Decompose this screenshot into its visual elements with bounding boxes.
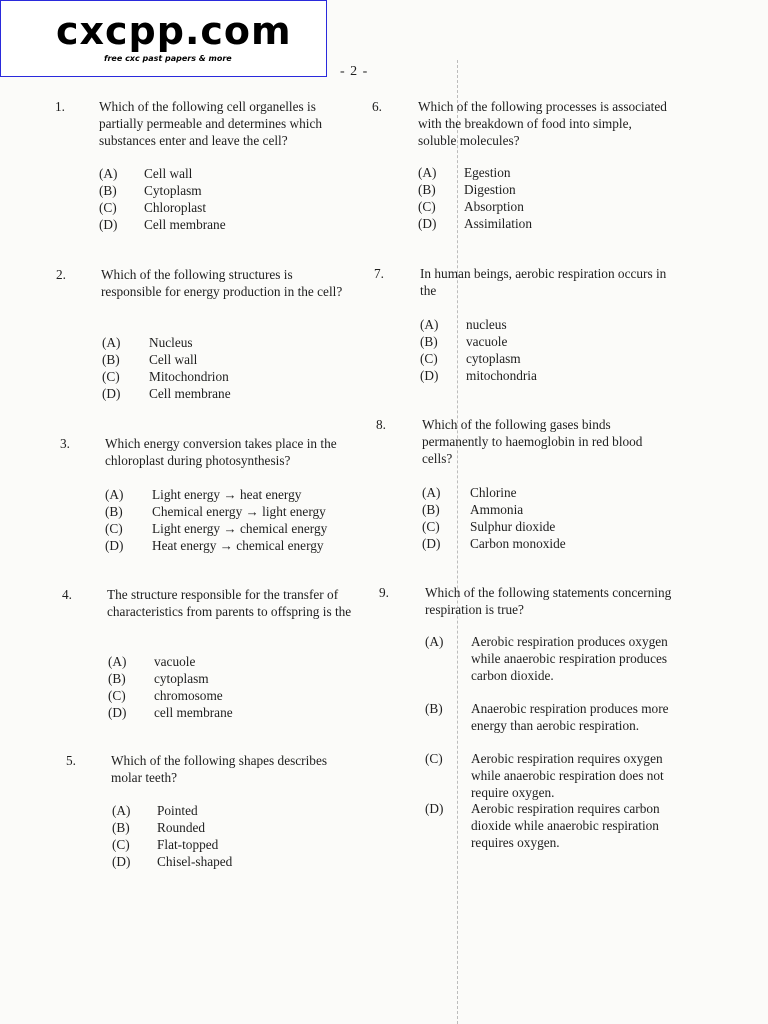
option-list xyxy=(99,165,359,233)
option-letter: (D) xyxy=(422,536,441,551)
option-letter: (C) xyxy=(105,521,123,536)
option-c xyxy=(99,199,359,216)
question-stem: Which of the following structures is responsible for energy production in the cell? xyxy=(101,267,343,299)
option-letter: (D) xyxy=(99,217,118,232)
option-letter: (C) xyxy=(99,200,117,215)
option-letter: (C) xyxy=(422,519,440,534)
option-letter: (A) xyxy=(108,654,127,669)
question-stem: Which of the following gases binds permanently to haemoglobin in red blood cells? xyxy=(422,417,643,466)
option-text: Cytoplasm xyxy=(144,183,202,198)
option-text: Light energy → heat energy xyxy=(152,487,302,502)
option-letter: (B) xyxy=(425,701,443,716)
option-letter: (A) xyxy=(418,165,437,180)
question-number: 8. xyxy=(376,417,386,432)
option-d xyxy=(418,215,658,232)
option-letter: (D) xyxy=(108,705,127,720)
option-letter: (D) xyxy=(420,368,439,383)
option-b xyxy=(418,181,658,198)
option-letter: (A) xyxy=(425,634,444,649)
option-list xyxy=(422,484,662,552)
option-text: Heat energy → chemical energy xyxy=(152,538,324,553)
option-letter: (B) xyxy=(108,671,126,686)
option-letter: (C) xyxy=(112,837,130,852)
option-text: Aerobic respiration requires carbon dioxide while anaerobic respiration requires oxygen. xyxy=(471,801,660,850)
option-text: Rounded xyxy=(157,820,206,835)
option-letter: (C) xyxy=(102,369,120,384)
option-text: cell membrane xyxy=(154,705,233,720)
option-list xyxy=(102,334,362,402)
question-number: 1. xyxy=(55,99,65,114)
option-d xyxy=(420,367,660,384)
question-number: 2. xyxy=(56,267,66,282)
option-c xyxy=(418,198,658,215)
option-d xyxy=(112,853,372,870)
option-text: Aerobic respiration produces oxygen while anaerobic respiration produces carbon dioxide. xyxy=(471,634,668,683)
option-text: Digestion xyxy=(464,182,516,197)
question-number: 4. xyxy=(62,587,72,602)
option-a xyxy=(105,486,375,503)
option-text: cytoplasm xyxy=(154,671,209,686)
option-letter: (C) xyxy=(108,688,126,703)
option-text: Aerobic respiration requires oxygen while anaerobic respiration does not require oxygen. xyxy=(471,751,664,800)
option-text: Carbon monoxide xyxy=(470,536,566,551)
option-a xyxy=(99,165,359,182)
option-a xyxy=(422,484,662,501)
option-d xyxy=(108,704,368,721)
question-stem: Which energy conversion takes place in the chloroplast during photosynthesis? xyxy=(105,436,337,468)
site-logo: cxcpp.com xyxy=(56,9,292,53)
option-b xyxy=(425,700,681,750)
option-d xyxy=(99,216,359,233)
option-letter: (C) xyxy=(425,751,443,766)
option-c xyxy=(422,518,662,535)
option-b xyxy=(105,503,375,520)
site-logo-box xyxy=(0,0,327,77)
option-text: mitochondria xyxy=(466,368,537,383)
option-text: Pointed xyxy=(157,803,198,818)
option-list xyxy=(420,316,660,384)
option-text: Cell membrane xyxy=(144,217,226,232)
option-b xyxy=(420,333,660,350)
option-letter: (D) xyxy=(425,801,444,816)
site-tagline: free cxc past papers & more xyxy=(104,54,232,63)
option-b xyxy=(108,670,368,687)
question-stem: Which of the following shapes describes molar teeth? xyxy=(111,753,328,785)
option-a xyxy=(102,334,362,351)
option-a xyxy=(420,316,660,333)
option-letter: (A) xyxy=(420,317,439,332)
option-letter: (D) xyxy=(418,216,437,231)
option-text: cytoplasm xyxy=(466,351,521,366)
option-letter: (B) xyxy=(112,820,130,835)
option-d xyxy=(422,535,662,552)
page-number: - 2 - xyxy=(340,64,369,79)
option-d xyxy=(105,537,375,554)
option-c xyxy=(102,368,362,385)
question-number: 5. xyxy=(66,753,76,768)
question-stem: Which of the following statements concerning respiration is true? xyxy=(425,585,672,617)
question-stem: The structure responsible for the transfer of characteristics from parents to offspring is the xyxy=(107,587,352,619)
option-text: Nucleus xyxy=(149,335,193,350)
option-b xyxy=(112,819,372,836)
question-number: 9. xyxy=(379,585,389,600)
option-letter: (A) xyxy=(102,335,121,350)
option-text: vacuole xyxy=(466,334,508,349)
option-c xyxy=(420,350,660,367)
option-letter: (B) xyxy=(102,352,120,367)
option-letter: (B) xyxy=(99,183,117,198)
option-c xyxy=(105,520,375,537)
option-letter: (C) xyxy=(418,199,436,214)
option-letter: (A) xyxy=(99,166,118,181)
option-b xyxy=(99,182,359,199)
option-c xyxy=(108,687,368,704)
option-text: Sulphur dioxide xyxy=(470,519,556,534)
question-stem: Which of the following processes is associated with the breakdown of food into simple, soluble molecules? xyxy=(418,99,667,148)
option-text: vacuole xyxy=(154,654,196,669)
option-text: nucleus xyxy=(466,317,507,332)
option-b xyxy=(102,351,362,368)
option-letter: (A) xyxy=(105,487,124,502)
option-letter: (D) xyxy=(105,538,124,553)
option-a xyxy=(108,653,368,670)
option-text: Anaerobic respiration produces more energy than aerobic respiration. xyxy=(471,701,669,733)
option-text: chromosome xyxy=(154,688,223,703)
option-list xyxy=(105,486,375,554)
question-stem: In human beings, aerobic respiration occurs in the xyxy=(420,266,667,298)
option-letter: (B) xyxy=(422,502,440,517)
option-text: Light energy → chemical energy xyxy=(152,521,328,536)
option-text: Chlorine xyxy=(470,485,517,500)
option-list xyxy=(425,633,681,851)
option-text: Chemical energy → light energy xyxy=(152,504,326,519)
option-a xyxy=(418,164,658,181)
option-letter: (A) xyxy=(112,803,131,818)
question-number: 3. xyxy=(60,436,70,451)
option-text: Chisel-shaped xyxy=(157,854,233,869)
option-text: Ammonia xyxy=(470,502,524,517)
option-text: Assimilation xyxy=(464,216,532,231)
option-letter: (B) xyxy=(420,334,438,349)
option-text: Chloroplast xyxy=(144,200,207,215)
option-text: Cell wall xyxy=(149,352,198,367)
option-letter: (A) xyxy=(422,485,441,500)
option-letter: (B) xyxy=(105,504,123,519)
option-d xyxy=(425,800,681,851)
question-stem: Which of the following cell organelles is partially permeable and determines which substances enter and leave the cell? xyxy=(99,99,323,148)
option-list xyxy=(112,802,372,870)
option-letter: (B) xyxy=(418,182,436,197)
option-text: Egestion xyxy=(464,165,511,180)
option-text: Mitochondrion xyxy=(149,369,229,384)
option-b xyxy=(422,501,662,518)
option-text: Absorption xyxy=(464,199,524,214)
option-c xyxy=(425,750,681,800)
option-list xyxy=(108,653,368,721)
option-a xyxy=(425,633,681,700)
option-text: Cell wall xyxy=(144,166,193,181)
option-text: Cell membrane xyxy=(149,386,231,401)
option-letter: (C) xyxy=(420,351,438,366)
option-c xyxy=(112,836,372,853)
option-letter: (D) xyxy=(102,386,121,401)
option-list xyxy=(418,164,658,232)
option-text: Flat-topped xyxy=(157,837,219,852)
option-a xyxy=(112,802,372,819)
option-letter: (D) xyxy=(112,854,131,869)
question-number: 6. xyxy=(372,99,382,114)
question-number: 7. xyxy=(374,266,384,281)
option-d xyxy=(102,385,362,402)
